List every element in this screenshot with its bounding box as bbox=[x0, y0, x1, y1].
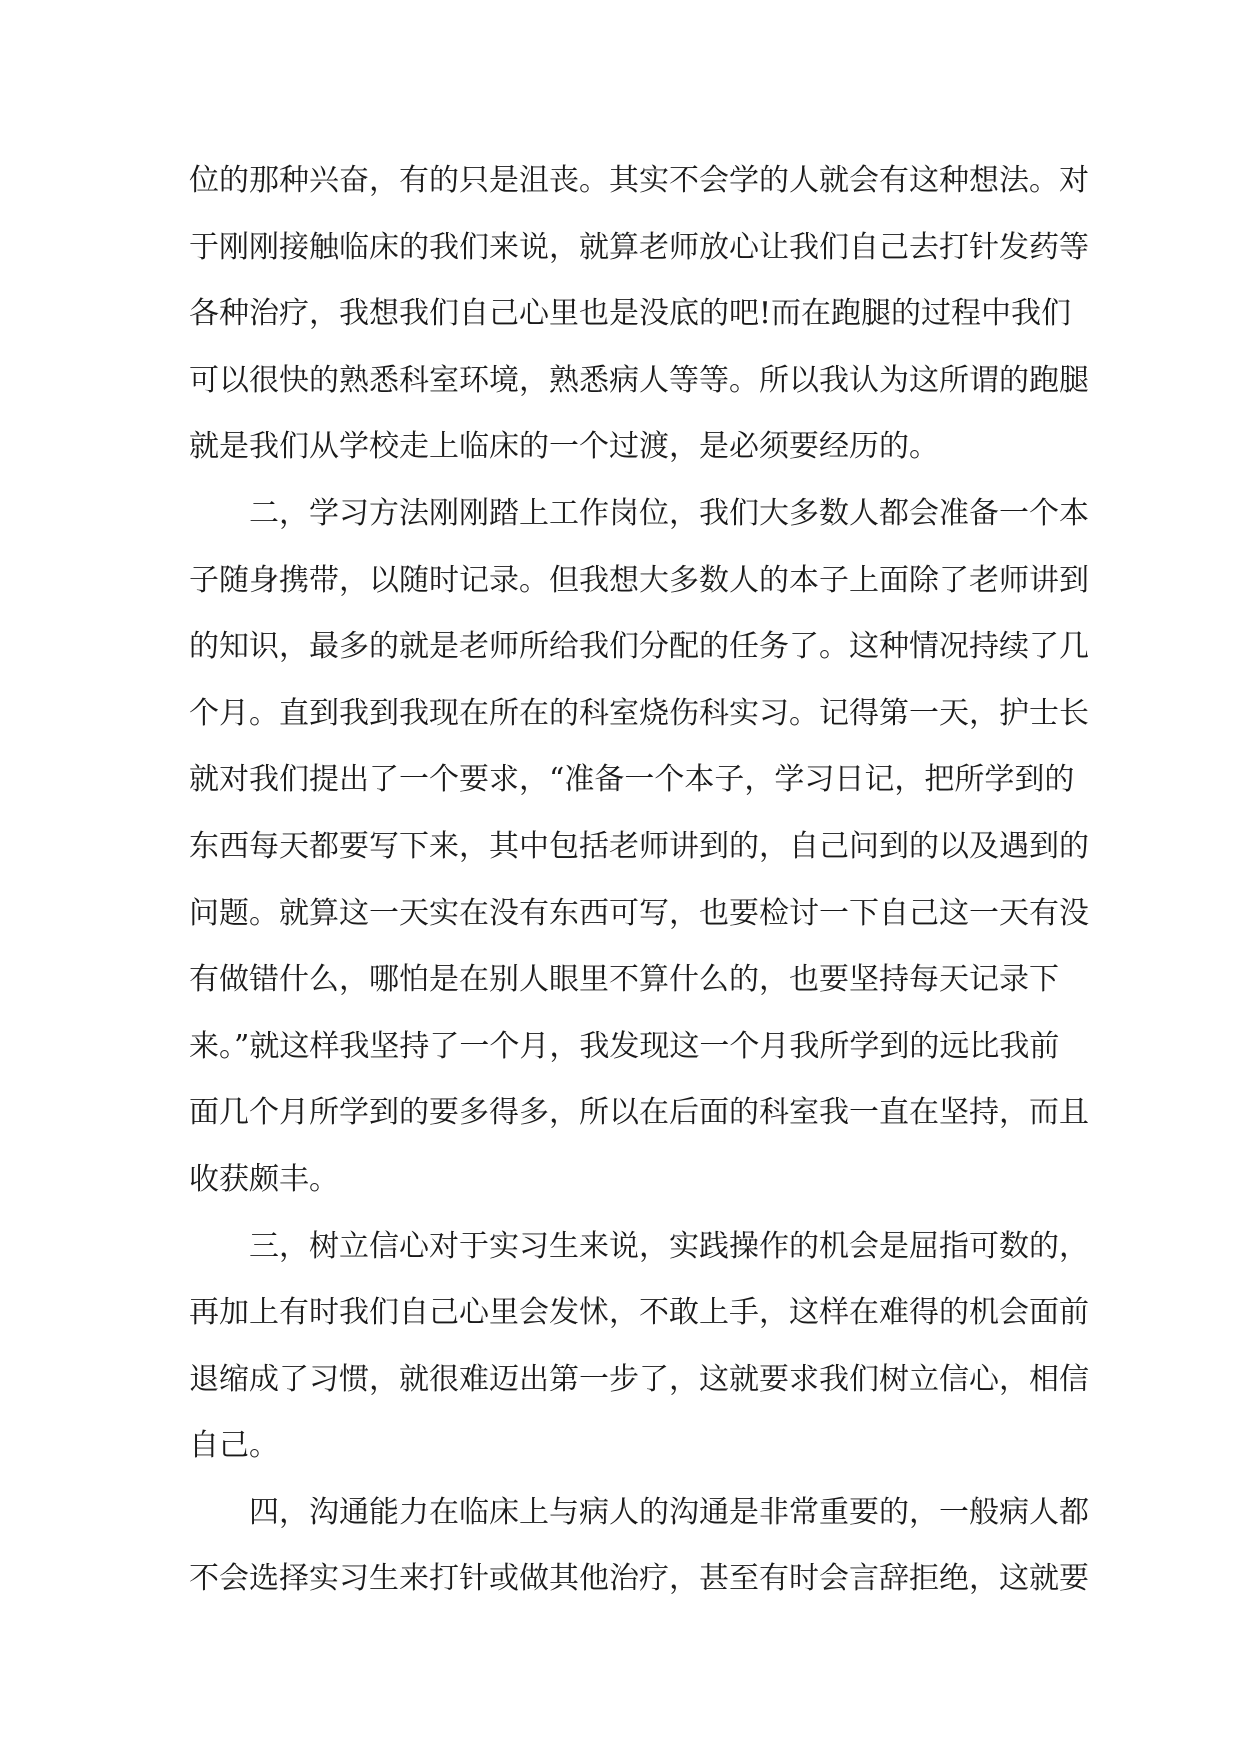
text-line: 于刚刚接触临床的我们来说，就算老师放心让我们自己去打针发药等 bbox=[189, 229, 1089, 265]
paragraph-start-line: 三，树立信心对于实习生来说，实践操作的机会是屈指可数的， bbox=[249, 1228, 1089, 1264]
text-line: 就是我们从学校走上临床的一个过渡，是必须要经历的。 bbox=[189, 429, 939, 465]
text-line: 退缩成了习惯，就很难迈出第一步了，这就要求我们树立信心，相信 bbox=[189, 1361, 1089, 1397]
text-line: 东西每天都要写下来，其中包括老师讲到的，自己问到的以及遇到的 bbox=[189, 828, 1089, 864]
body-text bbox=[189, 148, 1089, 1613]
text-line: 可以很快的熟悉科室环境，熟悉病人等等。所以我认为这所谓的跑腿 bbox=[189, 362, 1089, 398]
text-line: 有做错什么，哪怕是在别人眼里不算什么的，也要坚持每天记录下 bbox=[189, 962, 1059, 998]
text-line: 各种治疗，我想我们自己心里也是没底的吧!而在跑腿的过程中我们 bbox=[189, 296, 1072, 332]
text-line: 面几个月所学到的要多得多，所以在后面的科室我一直在坚持，而且 bbox=[189, 1095, 1089, 1131]
text-line: 问题。就算这一天实在没有东西可写，也要检讨一下自己这一天有没 bbox=[189, 895, 1089, 931]
text-line: 位的那种兴奋，有的只是沮丧。其实不会学的人就会有这种想法。对 bbox=[189, 163, 1089, 198]
text-line: 不会选择实习生来打针或做其他治疗，甚至有时会言辞拒绝，这就要 bbox=[189, 1561, 1089, 1597]
text-line: 的知识，最多的就是老师所给我们分配的任务了。这种情况持续了几 bbox=[189, 629, 1089, 665]
text-line: 就对我们提出了一个要求，“准备一个本子，学习日记，把所学到的 bbox=[189, 762, 1075, 798]
paragraph-start-line: 四，沟通能力在临床上与病人的沟通是非常重要的，一般病人都 bbox=[249, 1494, 1089, 1530]
paragraph-start-line: 二，学习方法刚刚踏上工作岗位，我们大多数人都会准备一个本 bbox=[249, 495, 1089, 531]
text-line: 子随身携带，以随时记录。但我想大多数人的本子上面除了老师讲到 bbox=[189, 562, 1089, 598]
text-line: 自己。 bbox=[189, 1428, 279, 1464]
text-line: 个月。直到我到我现在所在的科室烧伤科实习。记得第一天，护士长 bbox=[189, 695, 1089, 731]
text-line: 再加上有时我们自己心里会发怵，不敢上手，这样在难得的机会面前 bbox=[189, 1295, 1089, 1331]
text-line: 来。”就这样我坚持了一个月，我发现这一个月我所学到的远比我前 bbox=[189, 1028, 1060, 1064]
text-line: 收获颇丰。 bbox=[189, 1161, 339, 1197]
